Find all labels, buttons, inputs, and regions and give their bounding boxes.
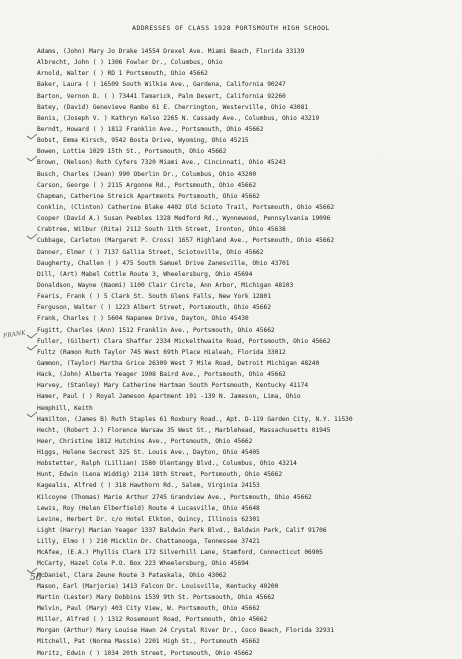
check-mark (27, 134, 37, 139)
check-mark (27, 234, 37, 239)
address-entry: Albrecht, John ( ) 1306 Fowler Dr., Columbus, Ohio (37, 59, 223, 67)
address-entry: Barton, Vernon D. ( ) 73441 Tamarick, Palm Desert, California 92260 (37, 92, 286, 100)
address-entry: McAfee, (E.A.) Phyllis Clark 172 Silverhill Lane, Stamford, Connecticut 06905 (37, 549, 323, 557)
address-entry: Brown, (Nelson) Ruth Cyfers 7320 Miami Ave., Cincinnati, Ohio 45243 (37, 159, 286, 167)
address-entry: Conklin, (Clinton) Catherine Blake 4402 Old Scioto Trail, Portsmouth, Ohio 45662 (37, 203, 335, 211)
address-entry: Mitchell, Pat (Norma Massie) 2201 High St., Portsmouth 45662 (37, 638, 260, 646)
check-mark (27, 412, 37, 417)
page-title: ADDRESSES OF CLASS 1928 PORTSMOUTH HIGH SCHOOL (132, 24, 330, 32)
address-entry: Heer, Christine 1812 Hutchins Ave., Portsmouth, Ohio 45662 (37, 437, 253, 445)
address-entry: Hamer, Paul ( ) Royal Jameson Apartment 101 -139 N. Jameson, Lima, Ohio (37, 393, 301, 401)
page-number: 56 (30, 573, 42, 583)
address-entry: Batey, (David) Genevieve Rambo 61 E. Cherrington, Westerville, Ohio 43081 (37, 103, 309, 111)
address-entry: Daugherty, Challen ( ) 475 South Samuel Drive Zanesville, Ohio 43701 (37, 259, 290, 267)
address-entry: Dill, (Art) Mabel Cottle Route 3, Wheelersburg, Ohio 45694 (37, 270, 253, 278)
address-entry: Hunt, Edwin (Lena Widdig) 2114 18th Street, Portsmouth, Ohio 45662 (37, 471, 283, 479)
address-entry: Kilcoyne (Thomas) Marie Arthur 2745 Grandview Ave., Portsmouth, Ohio 45662 (37, 493, 312, 501)
address-entry: Donaldson, Wayne (Naomi) 1100 Clair Circle, Ann Arbor, Michigan 48103 (37, 281, 294, 289)
margin-note: FRANK (2, 329, 27, 340)
address-entry: Hamilton, (James B) Ruth Staples 61 Roxbury Road., Apt. D-119 Garden City, N.Y. 11530 (37, 415, 353, 423)
address-entry: Fugitt, Charles (Ann) 1512 Franklin Ave., Portsmouth, Ohio 45662 (37, 326, 275, 334)
address-entry: Light (Harry) Marian Yeager 1337 Baldwin Park Blvd., Baldwin Park, Calif 91706 (37, 527, 327, 535)
address-entry: Frank, Charles ( ) 5604 Napanee Drive, Dayton, Ohio 45430 (37, 315, 249, 323)
address-entry: Berndt, Howard ( ) 1812 Franklin Ave., Portsmouth, Ohio 45662 (37, 125, 264, 133)
address-entry: Fuller, (Gilbert) Clara Shaffer 2334 Mickelthwaite Road, Portsmouth, Ohio 45662 (37, 337, 331, 345)
address-entry: Moritz, Edwin ( ) 1034 20th Street, Portsmouth, Ohio 45662 (37, 649, 253, 657)
address-entry: Lilly, Elmo ( ) 210 Micklin Dr. Chattanooga, Tennessee 37421 (37, 538, 260, 546)
address-entry: Cooper (David A.) Susan Peebles 1328 Medford Rd., Wynnewood, Pennsylvania 19096 (37, 215, 331, 223)
address-entry: Bowen, Lottie 1029 15th St., Portsmouth, Ohio 45662 (37, 148, 227, 156)
address-entry: Gammon, (Taylor) Martha Grice 26309 West 7 Mile Road, Detroit Michigan 48240 (37, 359, 320, 367)
check-mark (27, 333, 37, 338)
address-list (37, 46, 457, 659)
address-entry: Fearis, Frank ( ) 5 Clark St. South Glens Falls, New York 12801 (37, 293, 271, 301)
address-entry: Bobst, Emma Kirsch, 9542 Bosta Drive, Wyoming, Ohio 45215 (37, 137, 249, 145)
address-entry: Hecht, (Robert J.) Florence Warsaw 35 West St., Marblehead, Massachusetts 01945 (37, 426, 331, 434)
address-entry: McDaniel, Clara Zeune Route 3 Pataskala, Ohio 43062 (37, 571, 227, 579)
address-entry: Hack, (John) Alberta Yeager 1908 Baird Ave., Portsmouth, Ohio 45662 (37, 371, 286, 379)
address-entry: Busch, Charles (Jean) 990 Oberlin Dr., Columbus, Ohio 43200 (37, 170, 257, 178)
address-entry: Adams, (John) Mary Jo Drake 14554 Drexel Ave. Miami Beach, Florida 33139 (37, 48, 305, 55)
address-entry: Hobstetter, Ralph (Lillian) 1580 Olentangy Blvd., Columbus, Ohio 43214 (37, 460, 297, 468)
address-entry: Benis, (Joseph V. ) Kathryn Kelso 2265 N. Cassady Ave., Columbus, Ohio 43219 (37, 114, 320, 122)
address-entry: Morgan (Arthur) Mary Louise Hawn 24 Crystal River Dr., Coco Beach, Florida 32931 (37, 627, 335, 635)
address-entry: Ferguson, Walter ( ) 1223 Albert Street, Portsmouth, Ohio 45662 (37, 304, 271, 312)
check-mark (27, 345, 37, 350)
address-entry: Chapman, Catherine Streick Apartments Portsmouth, Ohio 45662 (37, 192, 260, 200)
address-entry: Martin (Lester) Mary Dobbins 1539 9th St. Portsmouth, Ohio 45662 (37, 593, 275, 601)
address-entry: Melvin, Paul (Mary) 403 City View, W. Portsmouth, Ohio 45662 (37, 605, 260, 613)
address-entry: Harvey, (Stanley) Mary Catherine Hartman South Portsmouth, Kentucky 41174 (37, 382, 309, 390)
address-entry: Cubbage, Carleton (Margaret P. Cross) 1657 Highland Ave., Portsmouth, Ohio 45662 (37, 237, 335, 245)
address-entry: Miller, Alfred ( ) 1312 Rosemount Road, Portsmouth, Ohio 45662 (37, 616, 268, 624)
address-entry: Hemphill, Keith (37, 404, 93, 412)
address-entry: McCarty, Hazel Cole P.O. Box 223 Wheelersburg, Ohio 45694 (37, 560, 249, 568)
address-entry: Danner, Elmer ( ) 7137 Gallia Street, Sciotoville, Ohio 45662 (37, 248, 264, 256)
address-entry: Lewis, Roy (Helen Elberfield) Route 4 Lucasville, Ohio 45648 (37, 504, 260, 512)
address-entry: Levine, Herbert Dr. c/o Hotel Elkton, Quincy, Illinois 62301 (37, 515, 260, 523)
address-entry: Mason, Earl (Marjorie) 1413 Falcon Dr. Louisville, Kentucky 40200 (37, 582, 279, 590)
address-entry: Kagealis, Alfred ( ) 318 Hawthorn Rd., Salem, Virginia 24153 (37, 482, 260, 490)
address-entry: Carson, George ( ) 2115 Argonne Rd., Portsmouth, Ohio 45662 (37, 181, 257, 189)
address-entry: Fultz (Ramon Ruth Taylor 745 West 69th Place Hialeah, Florida 33012 (37, 348, 286, 356)
address-entry: Baker, Laura ( ) 16509 South Wilkie Ave., Gardena, California 90247 (37, 81, 286, 89)
check-mark (27, 156, 37, 161)
address-entry: Crabtree, Wilbur (Rita) 2112 South 11th Street, Ironton, Ohio 45638 (37, 226, 286, 234)
address-entry: Arnold, Walter ( ) RD 1 Portsmouth, Ohio 45662 (37, 70, 208, 78)
address-entry: Higgs, Helene Secrest 325 St. Louis Ave., Dayton, Ohio 45405 (37, 449, 260, 457)
